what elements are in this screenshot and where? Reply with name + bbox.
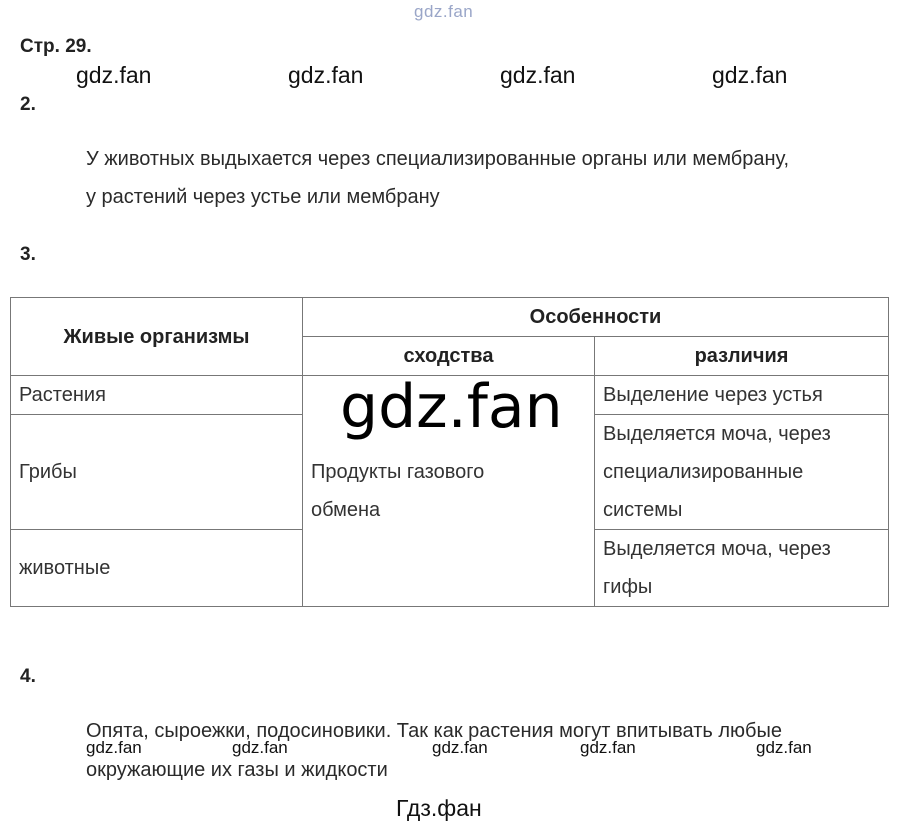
watermark-row-2: gdz.fan bbox=[288, 62, 364, 88]
row-difference-animals bbox=[595, 530, 889, 607]
question-2-line-1: У животных выдыхается через специализированные органы или мембрану, bbox=[86, 148, 790, 170]
similarity-line-1: Продукты газового bbox=[311, 461, 485, 483]
col-header-differences: различия bbox=[595, 337, 889, 376]
question-4-line-2: окружающие их газы и жидкости bbox=[86, 759, 388, 781]
difference-fungi-line-3: системы bbox=[603, 499, 683, 521]
watermark-bottom: Гдз.фан bbox=[396, 795, 482, 821]
page-label: Стр. 29. bbox=[20, 36, 92, 57]
watermark-row-4: gdz.fan bbox=[712, 62, 788, 88]
watermark-small-2: gdz.fan bbox=[232, 738, 288, 757]
question-2-number: 2. bbox=[20, 94, 36, 115]
watermark-small-4: gdz.fan bbox=[580, 738, 636, 757]
watermark-row-1: gdz.fan bbox=[76, 62, 152, 88]
watermark-top: gdz.fan bbox=[414, 2, 474, 21]
question-4-line-1: Опята, сыроежки, подосиновики. Так как растения могут впитывать любые bbox=[86, 720, 782, 742]
row-organism-plants: Растения bbox=[11, 376, 303, 415]
difference-fungi-line-1: Выделяется моча, через bbox=[603, 423, 831, 445]
row-difference-plants: Выделение через устья bbox=[595, 376, 889, 415]
watermark-small-3: gdz.fan bbox=[432, 738, 488, 757]
similarity-line-2: обмена bbox=[311, 499, 381, 521]
difference-animals-line-2: гифы bbox=[603, 576, 653, 598]
col-header-similarities: сходства bbox=[303, 337, 595, 376]
row-organism-fungi: Грибы bbox=[11, 415, 303, 530]
col-header-organisms: Живые организмы bbox=[11, 298, 303, 376]
watermark-big: gdz.fan bbox=[340, 372, 563, 442]
question-4-number: 4. bbox=[20, 666, 36, 687]
row-organism-animals: животные bbox=[11, 530, 303, 607]
row-difference-fungi bbox=[595, 415, 889, 530]
difference-animals-line-1: Выделяется моча, через bbox=[603, 538, 831, 560]
watermark-small-5: gdz.fan bbox=[756, 738, 812, 757]
watermark-row-3: gdz.fan bbox=[500, 62, 576, 88]
question-3-number: 3. bbox=[20, 244, 36, 265]
watermark-small-1: gdz.fan bbox=[86, 738, 142, 757]
col-header-features: Особенности bbox=[303, 298, 889, 337]
comparison-table bbox=[10, 297, 889, 607]
difference-fungi-line-2: специализированные bbox=[603, 461, 804, 483]
question-2-line-2: у растений через устье или мембрану bbox=[86, 186, 440, 208]
